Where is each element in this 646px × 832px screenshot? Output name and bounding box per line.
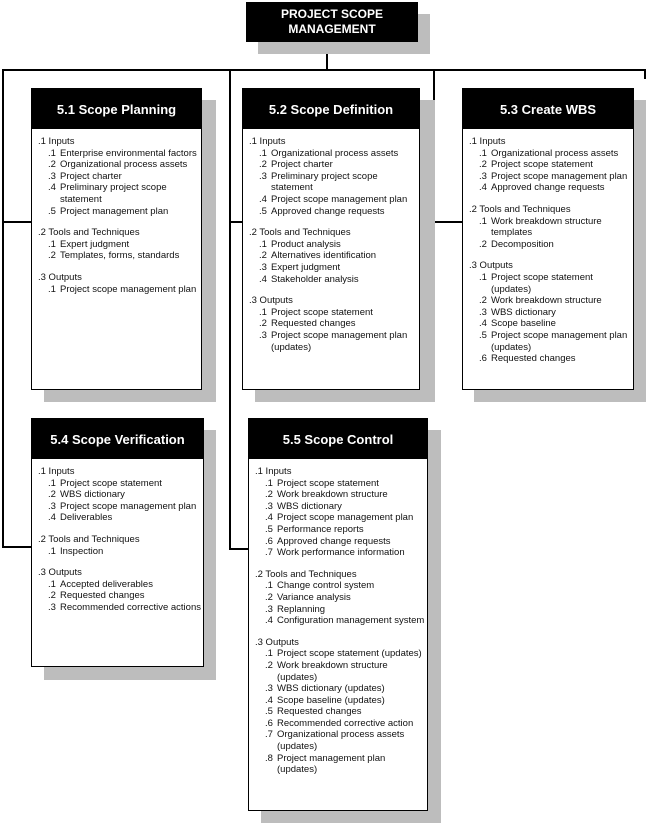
section	[469, 136, 633, 194]
list-item	[255, 547, 427, 559]
section	[38, 136, 201, 217]
item-text: Project scope management plan	[60, 283, 197, 295]
item-text: Scope baseline (updates)	[277, 694, 385, 706]
process-heading: 5.3 Create WBS	[463, 89, 633, 129]
list-item	[38, 284, 201, 296]
item-text: Configuration management system	[277, 615, 425, 627]
list-item	[255, 683, 427, 695]
item-number: .6	[265, 535, 273, 547]
section-items	[469, 272, 633, 365]
item-number: .4	[265, 512, 273, 524]
list-item	[255, 648, 427, 660]
item-text: Enterprise environmental factors	[60, 147, 197, 159]
list-item	[469, 330, 633, 353]
item-number: .1	[259, 238, 267, 250]
list-item	[249, 206, 419, 218]
list-item	[249, 250, 419, 262]
item-text: Product analysis	[271, 238, 341, 250]
item-number: .2	[48, 489, 56, 501]
list-item	[249, 159, 419, 171]
list-item	[38, 250, 201, 262]
item-text: Inspection	[60, 545, 104, 557]
item-text: Project scope management plan (updates)	[491, 329, 628, 353]
item-text: Project scope management plan (updates)	[271, 329, 408, 353]
section-items	[255, 648, 427, 776]
section	[38, 534, 203, 557]
item-number: .4	[259, 193, 267, 205]
list-item	[38, 171, 201, 183]
section	[249, 136, 419, 217]
item-text: Expert judgment	[271, 261, 341, 273]
list-item	[38, 148, 201, 160]
item-text: Project scope management plan	[491, 170, 628, 182]
section-label: .3 Outputs	[38, 567, 82, 579]
item-text: Project scope management plan	[60, 500, 197, 512]
item-number: .4	[265, 615, 273, 627]
list-item	[469, 171, 633, 183]
connector-line	[229, 221, 242, 223]
item-text: Requested changes	[60, 590, 145, 602]
section	[249, 295, 419, 353]
list-item	[38, 512, 203, 524]
list-item	[469, 318, 633, 330]
item-number: .2	[479, 238, 487, 250]
root-title: PROJECT SCOPE MANAGEMENT	[280, 7, 384, 36]
process-box-scope-planning	[31, 88, 202, 390]
process-heading: 5.1 Scope Planning	[32, 89, 201, 129]
list-item	[255, 695, 427, 707]
section-items	[255, 580, 427, 626]
list-item	[38, 206, 201, 218]
list-item	[249, 239, 419, 251]
list-item	[38, 159, 201, 171]
item-text: Project management plan (updates)	[277, 752, 386, 776]
item-number: .3	[48, 170, 56, 182]
section-items	[38, 284, 201, 296]
root-title-box	[246, 2, 418, 42]
list-item	[469, 216, 633, 239]
list-item	[255, 489, 427, 501]
connector-line	[2, 546, 31, 548]
list-item	[249, 262, 419, 274]
item-text: Work breakdown structure (updates)	[277, 659, 388, 683]
item-number: .1	[479, 215, 487, 227]
item-number: .4	[259, 273, 267, 285]
list-item	[38, 501, 203, 513]
section	[38, 567, 203, 613]
list-item	[469, 272, 633, 295]
item-number: .7	[265, 547, 273, 559]
section-items	[255, 478, 427, 559]
item-number: .5	[265, 523, 273, 535]
process-box-scope-definition	[242, 88, 420, 390]
item-text: Expert judgment	[60, 238, 130, 250]
item-number: .2	[259, 250, 267, 262]
item-text: Project scope statement	[491, 159, 593, 171]
section	[38, 272, 201, 295]
item-number: .5	[48, 205, 56, 217]
item-text: Approved change requests	[491, 182, 605, 194]
item-number: .1	[48, 477, 56, 489]
item-text: Requested changes	[277, 706, 362, 718]
item-number: .1	[48, 283, 56, 295]
section-items	[249, 307, 419, 353]
item-number: .3	[265, 603, 273, 615]
list-item	[469, 353, 633, 365]
process-content	[32, 129, 201, 295]
item-text: Preliminary project scope statement	[60, 182, 167, 205]
list-item	[469, 148, 633, 160]
list-item	[249, 330, 419, 353]
item-text: Change control system	[277, 580, 375, 592]
list-item	[255, 524, 427, 536]
list-item	[38, 478, 203, 490]
section-items	[249, 148, 419, 218]
section-items	[469, 148, 633, 194]
item-text: Alternatives identification	[271, 250, 377, 262]
section-items	[38, 546, 203, 558]
item-number: .6	[479, 353, 487, 365]
list-item	[255, 580, 427, 592]
item-number: .3	[259, 261, 267, 273]
list-item	[249, 318, 419, 330]
list-item	[249, 148, 419, 160]
item-number: .3	[479, 306, 487, 318]
item-number: .4	[479, 182, 487, 194]
item-text: Project scope statement (updates)	[277, 648, 422, 660]
list-item	[469, 159, 633, 171]
section	[255, 466, 427, 559]
item-number: .1	[265, 477, 273, 489]
item-number: .1	[479, 147, 487, 159]
item-text: Project charter	[60, 170, 122, 182]
item-number: .2	[479, 295, 487, 307]
section-label: .1 Inputs	[249, 136, 286, 147]
process-content	[463, 129, 633, 365]
section-label: .1 Inputs	[38, 466, 75, 477]
item-text: Approved change requests	[277, 535, 391, 547]
list-item	[38, 602, 203, 614]
list-item	[469, 307, 633, 319]
section-label: .2 Tools and Techniques	[469, 203, 571, 215]
section-items	[469, 216, 633, 251]
list-item	[255, 501, 427, 513]
item-text: Organizational process assets (updates)	[277, 729, 405, 753]
section	[249, 227, 419, 285]
item-text: Work breakdown structure templates	[491, 215, 602, 239]
item-number: .2	[479, 159, 487, 171]
item-text: Project scope management plan	[277, 512, 414, 524]
item-text: Project scope statement (updates)	[491, 271, 593, 295]
item-number: .5	[259, 205, 267, 217]
list-item	[255, 706, 427, 718]
process-box-scope-control	[248, 418, 428, 811]
item-text: Project scope statement	[277, 477, 379, 489]
list-item	[38, 239, 201, 251]
item-number: .1	[265, 648, 273, 660]
item-text: Work performance information	[277, 547, 405, 559]
item-text: Project scope statement	[60, 477, 162, 489]
section-label: .3 Outputs	[249, 295, 293, 307]
item-text: Replanning	[277, 603, 326, 615]
list-item	[255, 718, 427, 730]
section-items	[38, 478, 203, 524]
section-label: .3 Outputs	[469, 260, 513, 272]
list-item	[255, 660, 427, 683]
section	[255, 569, 427, 627]
item-text: Project scope management plan	[271, 193, 408, 205]
item-number: .3	[259, 329, 267, 341]
item-text: Work breakdown structure	[491, 295, 602, 307]
item-number: .2	[265, 591, 273, 603]
section-label: .2 Tools and Techniques	[38, 227, 140, 239]
item-text: WBS dictionary	[60, 489, 125, 501]
list-item	[255, 478, 427, 490]
item-number: .5	[265, 706, 273, 718]
item-number: .8	[265, 752, 273, 764]
item-text: Performance reports	[277, 523, 364, 535]
item-number: .3	[479, 170, 487, 182]
item-number: .1	[48, 545, 56, 557]
list-item	[38, 489, 203, 501]
item-number: .2	[48, 159, 56, 171]
process-content	[243, 129, 419, 353]
section-label: .2 Tools and Techniques	[255, 568, 357, 580]
item-number: .1	[48, 238, 56, 250]
list-item	[469, 295, 633, 307]
section-items	[38, 148, 201, 218]
list-item	[249, 307, 419, 319]
section-items	[38, 239, 201, 262]
item-text: Stakeholder analysis	[271, 273, 359, 285]
item-number: .2	[48, 250, 56, 262]
section-label: .2 Tools and Techniques	[249, 227, 351, 239]
item-text: Decomposition	[491, 238, 554, 250]
list-item	[469, 182, 633, 194]
section-label: .1 Inputs	[469, 136, 506, 147]
process-content	[32, 459, 203, 614]
list-item	[255, 615, 427, 627]
section	[469, 204, 633, 250]
item-text: Scope baseline	[491, 318, 556, 330]
item-number: .5	[479, 329, 487, 341]
item-number: .3	[48, 500, 56, 512]
item-text: Work breakdown structure	[277, 489, 388, 501]
item-number: .6	[265, 717, 273, 729]
item-text: WBS dictionary	[277, 500, 342, 512]
item-text: Project management plan	[60, 205, 169, 217]
item-text: Deliverables	[60, 512, 113, 524]
section-items	[38, 579, 203, 614]
process-box-scope-verification	[31, 418, 204, 667]
item-number: .3	[48, 601, 56, 613]
item-number: .7	[265, 729, 273, 741]
section-label: .2 Tools and Techniques	[38, 533, 140, 545]
list-item	[249, 171, 419, 194]
connector-line	[2, 69, 646, 71]
list-item	[255, 512, 427, 524]
item-text: Requested changes	[271, 318, 356, 330]
item-number: .2	[48, 590, 56, 602]
item-number: .1	[259, 306, 267, 318]
process-box-create-wbs	[462, 88, 634, 390]
list-item	[38, 590, 203, 602]
item-text: Organizational process assets	[271, 147, 399, 159]
process-content	[249, 459, 427, 776]
item-text: Organizational process assets	[60, 159, 188, 171]
section	[255, 637, 427, 776]
item-number: .4	[479, 318, 487, 330]
process-heading: 5.2 Scope Definition	[243, 89, 419, 129]
item-number: .1	[265, 580, 273, 592]
list-item	[255, 536, 427, 548]
item-number: .1	[48, 578, 56, 590]
item-text: Recommended corrective action	[277, 717, 414, 729]
connector-line	[229, 548, 248, 550]
item-number: .3	[259, 170, 267, 182]
list-item	[469, 239, 633, 251]
list-item	[38, 546, 203, 558]
process-heading: 5.4 Scope Verification	[32, 419, 203, 459]
process-heading: 5.5 Scope Control	[249, 419, 427, 459]
item-text: Approved change requests	[271, 205, 385, 217]
item-number: .1	[259, 147, 267, 159]
item-number: .3	[265, 683, 273, 695]
list-item	[255, 753, 427, 776]
section	[469, 260, 633, 364]
list-item	[255, 604, 427, 616]
section-label: .3 Outputs	[255, 636, 299, 648]
item-number: .4	[48, 512, 56, 524]
item-text: Organizational process assets	[491, 147, 619, 159]
item-number: .2	[265, 659, 273, 671]
connector-line	[433, 221, 462, 223]
item-number: .3	[265, 500, 273, 512]
list-item	[38, 182, 201, 205]
item-number: .1	[479, 271, 487, 283]
item-number: .1	[48, 147, 56, 159]
item-number: .2	[265, 489, 273, 501]
item-number: .4	[48, 182, 56, 194]
item-text: Variance analysis	[277, 591, 351, 603]
section-label: .3 Outputs	[38, 271, 82, 283]
item-text: Project scope statement	[271, 306, 373, 318]
item-number: .4	[265, 694, 273, 706]
connector-line	[229, 69, 231, 549]
item-text: Preliminary project scope statement	[271, 170, 378, 194]
list-item	[255, 592, 427, 604]
item-text: Requested changes	[491, 353, 576, 365]
connector-line	[2, 69, 4, 547]
item-text: Templates, forms, standards	[60, 250, 180, 262]
list-item	[249, 274, 419, 286]
section-label: .1 Inputs	[255, 466, 292, 477]
section	[38, 227, 201, 262]
item-number: .2	[259, 318, 267, 330]
list-item	[249, 194, 419, 206]
item-number: .2	[259, 159, 267, 171]
section-label: .1 Inputs	[38, 136, 75, 147]
item-text: WBS dictionary (updates)	[277, 683, 385, 695]
list-item	[38, 579, 203, 591]
connector-line	[2, 221, 31, 223]
item-text: Recommended corrective actions	[60, 601, 201, 613]
section-items	[249, 239, 419, 285]
item-text: WBS dictionary	[491, 306, 556, 318]
section	[38, 466, 203, 524]
item-text: Accepted deliverables	[60, 578, 153, 590]
item-text: Project charter	[271, 159, 333, 171]
list-item	[255, 729, 427, 752]
